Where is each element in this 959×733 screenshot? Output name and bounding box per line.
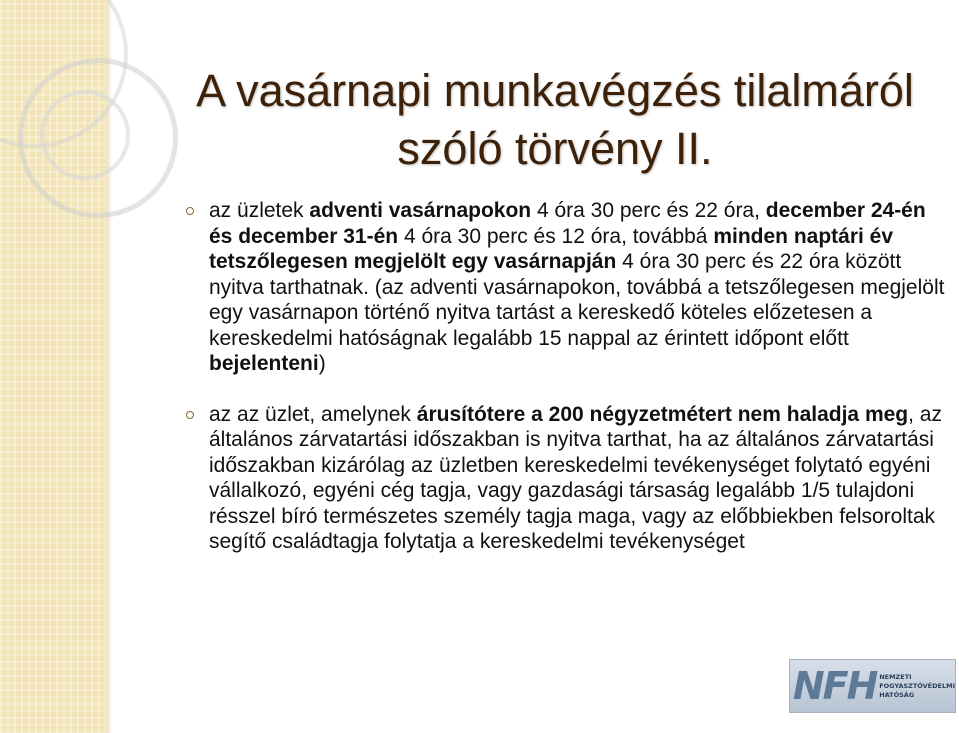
nfh-logo bbox=[789, 659, 956, 713]
logo-mark: NFH bbox=[792, 664, 877, 708]
seg-bold: árusítótere a 200 négyzetmétert nem haladja meg bbox=[416, 402, 909, 426]
bullet-item bbox=[186, 402, 946, 555]
seg: az üzletek bbox=[209, 199, 310, 222]
title-line-1: A vasárnapi munkavégzés tilalmáról bbox=[196, 65, 914, 117]
decorative-ring bbox=[40, 90, 130, 180]
logo-line-2: FOGYASZTÓVÉDELMI bbox=[879, 681, 955, 690]
seg-bold: minden naptári év tetszőlegesen megjelölt egy vasárnapján bbox=[209, 224, 894, 273]
logo-line-3: HATÓSÁG bbox=[879, 690, 915, 699]
seg-bold: december 24-én és december 31-én bbox=[209, 199, 926, 248]
bullet-marker-icon bbox=[186, 411, 194, 419]
slide-title bbox=[140, 62, 959, 178]
seg: az az üzlet, amelynek bbox=[209, 402, 417, 426]
seg: 4 óra 30 perc és 12 óra, továbbá bbox=[398, 224, 714, 248]
seg: ) bbox=[318, 352, 326, 375]
seg: , az általános zárvatartási időszakban is nyitva tarthat, ha az általános zárvatartási időszakban kizárólag az üzletben kereskedelmi tevékenységet folytató egyéni vállalkozó, egyéni cég tagja, vagy gazdasági társaság legalább 1/5 tulajdoni résszel bíró természetes személy tagja maga, vagy az előbbiekben felsoroltak segítő családtagja folytatja a kereskedelmi tevékenységet bbox=[209, 402, 942, 553]
bullet-item bbox=[186, 198, 946, 377]
seg-bold: bejelenteni bbox=[209, 352, 319, 375]
seg: 4 óra 30 perc és 22 óra, bbox=[531, 199, 766, 222]
seg-bold: adventi vasárnapokon bbox=[309, 199, 532, 222]
logo-line-1: NEMZETI bbox=[879, 672, 912, 681]
seg: 4 óra 30 perc és 22 óra között nyitva tarthatnak. (az adventi vasárnapokon, továbbá a tetszőlegesen megjelölt egy vasárnapon történő nyitva tartást a kereskedő köteles előzetesen a kereskedelmi hatóságnak legalább 15 nappal az érintett időpont előtt bbox=[209, 250, 945, 350]
logo-text bbox=[879, 673, 955, 700]
title-line-2: szóló törvény II. bbox=[397, 123, 713, 175]
bullet-list bbox=[186, 198, 946, 555]
bullet-marker-icon bbox=[186, 207, 194, 215]
